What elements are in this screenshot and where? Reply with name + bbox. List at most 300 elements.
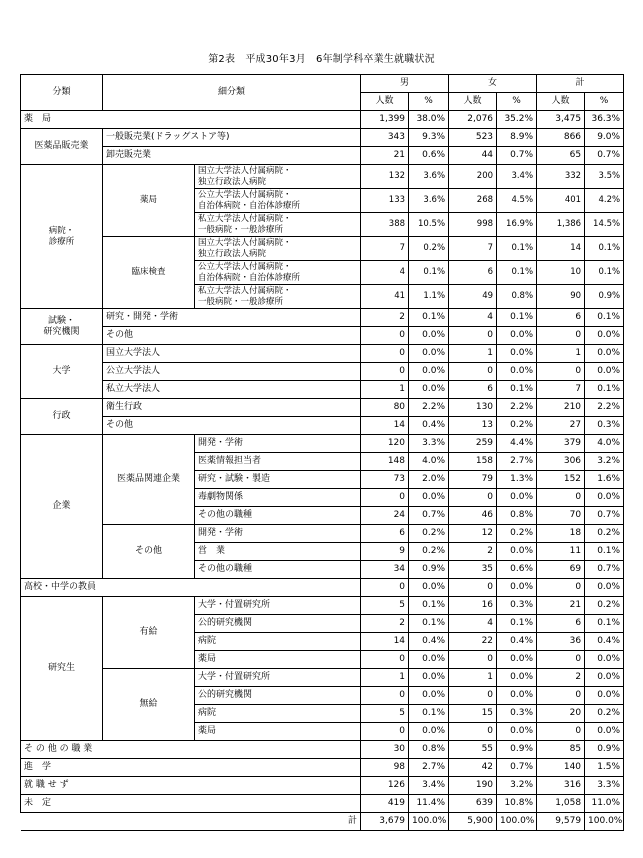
percent-cell: 0.7% (585, 507, 624, 525)
total-percent-cell: 100.0% (497, 813, 537, 831)
header-male: 男 (361, 75, 449, 93)
count-cell: 332 (537, 165, 585, 189)
total-row (21, 813, 624, 831)
table-row (21, 129, 624, 147)
count-cell: 36 (537, 633, 585, 651)
percent-cell: 0.0% (497, 687, 537, 705)
count-cell: 30 (361, 741, 409, 759)
count-cell: 316 (537, 777, 585, 795)
percent-cell: 0.0% (497, 345, 537, 363)
header-saibunrui: 細分類 (103, 75, 361, 111)
count-cell: 7 (449, 237, 497, 261)
percent-cell: 0.0% (497, 543, 537, 561)
percent-cell: 0.8% (497, 507, 537, 525)
percent-cell: 0.7% (585, 147, 624, 165)
category-cell: 行政 (21, 399, 103, 435)
percent-cell: 1.6% (585, 471, 624, 489)
percent-cell: 0.3% (497, 597, 537, 615)
count-cell: 379 (537, 435, 585, 453)
percent-cell: 9.0% (585, 129, 624, 147)
detail-cell: 薬局 (195, 723, 361, 741)
table-row (21, 597, 624, 615)
count-cell: 210 (537, 399, 585, 417)
percent-cell: 0.0% (409, 669, 449, 687)
percent-cell: 0.0% (409, 723, 449, 741)
percent-cell: 0.2% (585, 705, 624, 723)
percent-cell: 0.1% (585, 309, 624, 327)
detail-cell: 国立大学法人付属病院・ 独立行政法人病院 (195, 165, 361, 189)
percent-cell: 36.3% (585, 111, 624, 129)
percent-cell: 11.0% (585, 795, 624, 813)
detail-cell: 毒劇物関係 (195, 489, 361, 507)
count-cell: 0 (537, 489, 585, 507)
subcategory-cell: 医薬品関連企業 (103, 435, 195, 525)
percent-cell: 0.9% (497, 741, 537, 759)
count-cell: 3,475 (537, 111, 585, 129)
count-cell: 49 (449, 285, 497, 309)
count-cell: 126 (361, 777, 409, 795)
count-cell: 0 (449, 363, 497, 381)
count-cell: 419 (361, 795, 409, 813)
table-row (21, 381, 624, 399)
percent-cell: 1.5% (585, 759, 624, 777)
percent-cell: 10.5% (409, 213, 449, 237)
percent-cell: 0.7% (497, 147, 537, 165)
count-cell: 0 (361, 651, 409, 669)
count-cell: 73 (361, 471, 409, 489)
table-row (21, 579, 624, 597)
count-cell: 0 (361, 723, 409, 741)
count-cell: 1,399 (361, 111, 409, 129)
count-cell: 4 (449, 309, 497, 327)
subcategory-cell: その他 (103, 327, 361, 345)
percent-cell: 0.1% (409, 597, 449, 615)
percent-cell: 0.3% (497, 705, 537, 723)
count-cell: 0 (537, 651, 585, 669)
count-cell: 24 (361, 507, 409, 525)
subcategory-cell: 公立大学法人 (103, 363, 361, 381)
count-cell: 0 (361, 327, 409, 345)
table-row (21, 327, 624, 345)
percent-cell: 3.4% (409, 777, 449, 795)
count-cell: 15 (449, 705, 497, 723)
count-cell: 1 (449, 669, 497, 687)
count-cell: 140 (537, 759, 585, 777)
percent-cell: 0.1% (409, 261, 449, 285)
percent-cell: 0.0% (585, 363, 624, 381)
count-cell: 9 (361, 543, 409, 561)
percent-cell: 3.2% (585, 453, 624, 471)
header-pct: % (585, 93, 624, 111)
total-percent-cell: 100.0% (409, 813, 449, 831)
count-cell: 2 (449, 543, 497, 561)
percent-cell: 2.2% (585, 399, 624, 417)
count-cell: 0 (537, 327, 585, 345)
count-cell: 2 (361, 615, 409, 633)
percent-cell: 0.8% (497, 285, 537, 309)
table-row (21, 669, 624, 687)
percent-cell: 0.9% (585, 741, 624, 759)
category-cell: 進 学 (21, 759, 361, 777)
count-cell: 90 (537, 285, 585, 309)
count-cell: 12 (449, 525, 497, 543)
percent-cell: 0.1% (497, 381, 537, 399)
count-cell: 70 (537, 507, 585, 525)
table-row (21, 759, 624, 777)
detail-cell: 公的研究機関 (195, 615, 361, 633)
percent-cell: 0.7% (409, 507, 449, 525)
percent-cell: 38.0% (409, 111, 449, 129)
count-cell: 1,386 (537, 213, 585, 237)
count-cell: 0 (449, 651, 497, 669)
count-cell: 158 (449, 453, 497, 471)
percent-cell: 0.1% (409, 309, 449, 327)
count-cell: 0 (537, 579, 585, 597)
subcategory-cell: 衛生行政 (103, 399, 361, 417)
percent-cell: 3.6% (409, 165, 449, 189)
category-cell: 大学 (21, 345, 103, 399)
count-cell: 401 (537, 189, 585, 213)
detail-cell: 公的研究機関 (195, 687, 361, 705)
percent-cell: 0.1% (497, 261, 537, 285)
count-cell: 132 (361, 165, 409, 189)
subcategory-cell: その他 (103, 525, 195, 579)
category-cell: 医薬品販売業 (21, 129, 103, 165)
count-cell: 2 (537, 669, 585, 687)
percent-cell: 3.2% (497, 777, 537, 795)
count-cell: 148 (361, 453, 409, 471)
count-cell: 639 (449, 795, 497, 813)
percent-cell: 0.1% (585, 261, 624, 285)
table-row (21, 795, 624, 813)
detail-cell: 大学・付置研究所 (195, 597, 361, 615)
count-cell: 10 (537, 261, 585, 285)
count-cell: 65 (537, 147, 585, 165)
percent-cell: 0.0% (585, 651, 624, 669)
percent-cell: 0.7% (497, 759, 537, 777)
percent-cell: 3.3% (409, 435, 449, 453)
subcategory-cell: 薬局 (103, 165, 195, 237)
percent-cell: 0.0% (497, 327, 537, 345)
header-total: 計 (537, 75, 624, 93)
percent-cell: 2.2% (409, 399, 449, 417)
count-cell: 200 (449, 165, 497, 189)
count-cell: 22 (449, 633, 497, 651)
header-female: 女 (449, 75, 537, 93)
percent-cell: 0.1% (409, 705, 449, 723)
detail-cell: 病院 (195, 705, 361, 723)
count-cell: 42 (449, 759, 497, 777)
count-cell: 0 (449, 687, 497, 705)
table-row (21, 111, 624, 129)
count-cell: 13 (449, 417, 497, 435)
percent-cell: 0.7% (585, 561, 624, 579)
count-cell: 34 (361, 561, 409, 579)
count-cell: 190 (449, 777, 497, 795)
count-cell: 0 (361, 363, 409, 381)
subcategory-cell: 研究・開発・学術 (103, 309, 361, 327)
percent-cell: 0.0% (497, 579, 537, 597)
detail-cell: 私立大学法人付属病院・ 一般病院・一般診療所 (195, 213, 361, 237)
percent-cell: 3.3% (585, 777, 624, 795)
percent-cell: 0.0% (585, 579, 624, 597)
count-cell: 6 (361, 525, 409, 543)
percent-cell: 0.3% (585, 417, 624, 435)
detail-cell: 病院 (195, 633, 361, 651)
category-cell: そ の 他 の 職 業 (21, 741, 361, 759)
percent-cell: 0.1% (497, 237, 537, 261)
percent-cell: 0.0% (497, 723, 537, 741)
table-row (21, 435, 624, 453)
count-cell: 0 (449, 723, 497, 741)
header-ninzu: 人数 (449, 93, 497, 111)
percent-cell: 0.2% (497, 525, 537, 543)
count-cell: 6 (537, 309, 585, 327)
table-row (21, 399, 624, 417)
count-cell: 55 (449, 741, 497, 759)
count-cell: 0 (361, 489, 409, 507)
detail-cell: 公立大学法人付属病院・ 自治体病院・自治体診療所 (195, 189, 361, 213)
count-cell: 1 (361, 381, 409, 399)
count-cell: 0 (449, 327, 497, 345)
count-cell: 21 (537, 597, 585, 615)
percent-cell: 0.1% (409, 615, 449, 633)
percent-cell: 0.1% (585, 615, 624, 633)
percent-cell: 0.1% (497, 309, 537, 327)
percent-cell: 0.0% (409, 363, 449, 381)
percent-cell: 0.0% (409, 345, 449, 363)
percent-cell: 3.4% (497, 165, 537, 189)
count-cell: 0 (361, 687, 409, 705)
percent-cell: 2.2% (497, 399, 537, 417)
category-cell: 薬 局 (21, 111, 361, 129)
percent-cell: 0.0% (585, 687, 624, 705)
table-row (21, 237, 624, 261)
subcategory-cell: 私立大学法人 (103, 381, 361, 399)
category-cell: 企業 (21, 435, 103, 579)
header-ninzu: 人数 (537, 93, 585, 111)
count-cell: 6 (449, 381, 497, 399)
detail-cell: 研究・試験・製造 (195, 471, 361, 489)
percent-cell: 0.9% (585, 285, 624, 309)
percent-cell: 0.0% (409, 651, 449, 669)
percent-cell: 0.2% (585, 525, 624, 543)
percent-cell: 0.0% (585, 669, 624, 687)
count-cell: 152 (537, 471, 585, 489)
table-row (21, 309, 624, 327)
category-cell: 未 定 (21, 795, 361, 813)
percent-cell: 3.6% (409, 189, 449, 213)
count-cell: 14 (537, 237, 585, 261)
detail-cell: 薬局 (195, 651, 361, 669)
percent-cell: 0.0% (409, 489, 449, 507)
total-count-cell: 3,679 (361, 813, 409, 831)
count-cell: 1 (449, 345, 497, 363)
header-pct: % (409, 93, 449, 111)
detail-cell: 公立大学法人付属病院・ 自治体病院・自治体診療所 (195, 261, 361, 285)
table-row (21, 345, 624, 363)
employment-table (20, 74, 624, 831)
percent-cell: 4.2% (585, 189, 624, 213)
category-cell: 高校・中学の教員 (21, 579, 361, 597)
subcategory-cell: 卸売販売業 (103, 147, 361, 165)
percent-cell: 0.4% (585, 633, 624, 651)
percent-cell: 0.4% (409, 417, 449, 435)
count-cell: 14 (361, 417, 409, 435)
count-cell: 130 (449, 399, 497, 417)
percent-cell: 4.5% (497, 189, 537, 213)
percent-cell: 0.6% (409, 147, 449, 165)
percent-cell: 0.0% (409, 381, 449, 399)
detail-cell: 私立大学法人付属病院・ 一般病院・一般診療所 (195, 285, 361, 309)
total-count-cell: 9,579 (537, 813, 585, 831)
count-cell: 1 (537, 345, 585, 363)
percent-cell: 10.8% (497, 795, 537, 813)
category-cell: 研究生 (21, 597, 103, 741)
count-cell: 79 (449, 471, 497, 489)
detail-cell: 大学・付置研究所 (195, 669, 361, 687)
percent-cell: 0.1% (585, 543, 624, 561)
detail-cell: 開発・学術 (195, 525, 361, 543)
percent-cell: 2.7% (409, 759, 449, 777)
subcategory-cell: 臨床検査 (103, 237, 195, 309)
percent-cell: 0.1% (497, 615, 537, 633)
count-cell: 4 (361, 261, 409, 285)
count-cell: 2,076 (449, 111, 497, 129)
subcategory-cell: その他 (103, 417, 361, 435)
table-row (21, 777, 624, 795)
percent-cell: 0.4% (409, 633, 449, 651)
percent-cell: 0.4% (497, 633, 537, 651)
percent-cell: 3.5% (585, 165, 624, 189)
count-cell: 0 (449, 489, 497, 507)
count-cell: 41 (361, 285, 409, 309)
percent-cell: 9.3% (409, 129, 449, 147)
detail-cell: 開発・学術 (195, 435, 361, 453)
count-cell: 1 (361, 669, 409, 687)
count-cell: 69 (537, 561, 585, 579)
percent-cell: 0.8% (409, 741, 449, 759)
percent-cell: 0.9% (409, 561, 449, 579)
count-cell: 0 (537, 687, 585, 705)
count-cell: 98 (361, 759, 409, 777)
count-cell: 46 (449, 507, 497, 525)
percent-cell: 0.0% (497, 669, 537, 687)
percent-cell: 0.0% (585, 327, 624, 345)
count-cell: 6 (449, 261, 497, 285)
percent-cell: 4.0% (409, 453, 449, 471)
total-count-cell: 5,900 (449, 813, 497, 831)
total-label: 計 (21, 813, 361, 831)
count-cell: 2 (361, 309, 409, 327)
count-cell: 85 (537, 741, 585, 759)
count-cell: 7 (537, 381, 585, 399)
detail-cell: 営 業 (195, 543, 361, 561)
detail-cell: 医薬情報担当者 (195, 453, 361, 471)
percent-cell: 0.0% (409, 579, 449, 597)
percent-cell: 11.4% (409, 795, 449, 813)
percent-cell: 0.0% (497, 651, 537, 669)
count-cell: 0 (361, 345, 409, 363)
percent-cell: 0.6% (497, 561, 537, 579)
count-cell: 20 (537, 705, 585, 723)
count-cell: 7 (361, 237, 409, 261)
percent-cell: 8.9% (497, 129, 537, 147)
percent-cell: 4.4% (497, 435, 537, 453)
count-cell: 27 (537, 417, 585, 435)
table-row (21, 147, 624, 165)
total-percent-cell: 100.0% (585, 813, 624, 831)
percent-cell: 1.1% (409, 285, 449, 309)
percent-cell: 0.0% (585, 489, 624, 507)
percent-cell: 0.0% (585, 345, 624, 363)
count-cell: 6 (537, 615, 585, 633)
subcategory-cell: 無給 (103, 669, 195, 741)
count-cell: 4 (449, 615, 497, 633)
count-cell: 523 (449, 129, 497, 147)
count-cell: 0 (537, 723, 585, 741)
count-cell: 343 (361, 129, 409, 147)
percent-cell: 0.0% (585, 723, 624, 741)
header-bunrui: 分類 (21, 75, 103, 111)
count-cell: 0 (361, 579, 409, 597)
percent-cell: 0.2% (409, 237, 449, 261)
count-cell: 5 (361, 597, 409, 615)
percent-cell: 1.3% (497, 471, 537, 489)
count-cell: 866 (537, 129, 585, 147)
table-row (21, 363, 624, 381)
detail-cell: その他の職種 (195, 507, 361, 525)
count-cell: 80 (361, 399, 409, 417)
subcategory-cell: 国立大学法人 (103, 345, 361, 363)
percent-cell: 0.0% (409, 327, 449, 345)
percent-cell: 14.5% (585, 213, 624, 237)
count-cell: 1,058 (537, 795, 585, 813)
table-row (21, 417, 624, 435)
count-cell: 16 (449, 597, 497, 615)
percent-cell: 2.0% (409, 471, 449, 489)
count-cell: 14 (361, 633, 409, 651)
count-cell: 35 (449, 561, 497, 579)
count-cell: 18 (537, 525, 585, 543)
percent-cell: 16.9% (497, 213, 537, 237)
count-cell: 133 (361, 189, 409, 213)
count-cell: 44 (449, 147, 497, 165)
percent-cell: 0.2% (585, 597, 624, 615)
percent-cell: 35.2% (497, 111, 537, 129)
count-cell: 21 (361, 147, 409, 165)
count-cell: 306 (537, 453, 585, 471)
table-title: 第2表 平成30年3月 6年制学科卒業生就職状況 (208, 54, 435, 65)
percent-cell: 0.2% (497, 417, 537, 435)
percent-cell: 0.0% (409, 687, 449, 705)
table-row (21, 741, 624, 759)
count-cell: 259 (449, 435, 497, 453)
count-cell: 5 (361, 705, 409, 723)
percent-cell: 4.0% (585, 435, 624, 453)
subcategory-cell: 有給 (103, 597, 195, 669)
percent-cell: 0.0% (497, 363, 537, 381)
table-row (21, 165, 624, 189)
count-cell: 11 (537, 543, 585, 561)
detail-cell: その他の職種 (195, 561, 361, 579)
count-cell: 268 (449, 189, 497, 213)
category-cell: 就 職 せ ず (21, 777, 361, 795)
percent-cell: 0.0% (497, 489, 537, 507)
count-cell: 120 (361, 435, 409, 453)
header-ninzu: 人数 (361, 93, 409, 111)
count-cell: 0 (449, 579, 497, 597)
